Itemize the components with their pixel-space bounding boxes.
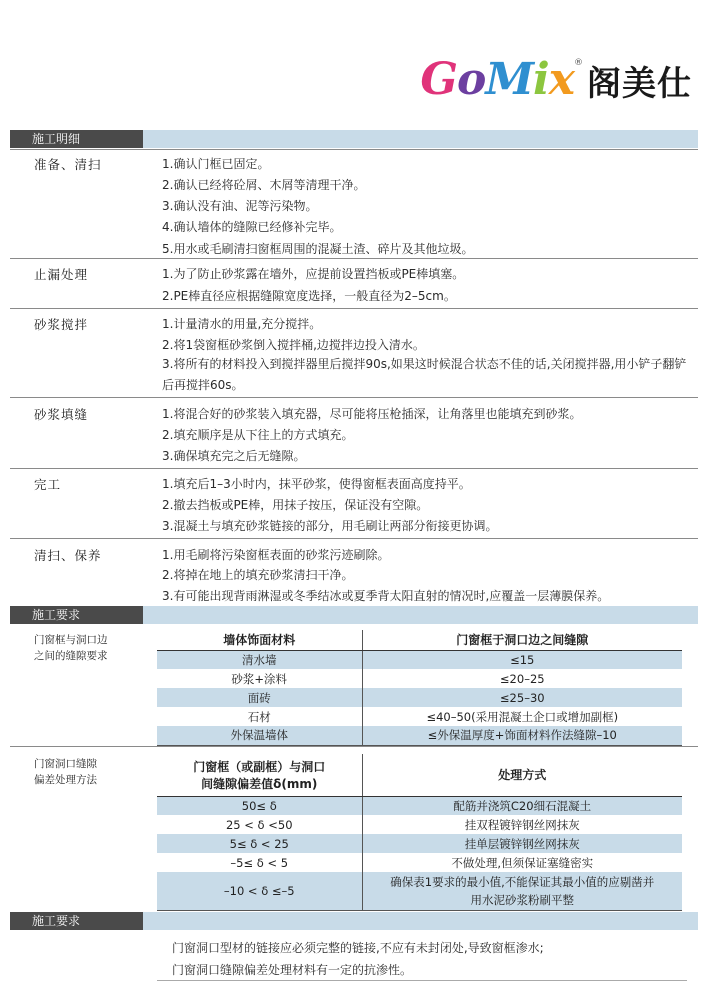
table-cell: 挂双程镀锌钢丝网抹灰 bbox=[362, 815, 682, 834]
table-cell: 外保温墙体 bbox=[157, 726, 362, 745]
label-line: 门窗框与洞口边 bbox=[34, 634, 108, 646]
list-item: 2.撤去挡板或PE棒，用抹子按压，保证没有空隙。 bbox=[162, 498, 429, 512]
table-row bbox=[157, 707, 682, 726]
section-title: 砂浆搅拌 bbox=[34, 317, 89, 332]
divider bbox=[10, 258, 698, 259]
list-item: 3.确保填充完之后无缝隙。 bbox=[162, 449, 306, 463]
label-line: 之间的缝隙要求 bbox=[34, 650, 108, 662]
divider bbox=[10, 149, 698, 150]
brand-logo bbox=[420, 52, 692, 108]
table-row bbox=[157, 872, 682, 910]
band-label: 施工要求 bbox=[10, 606, 143, 624]
list-item: 2.PE棒直径应根据缝隙宽度选择，一般直径为2–5cm。 bbox=[162, 289, 456, 303]
list-item: 1.计量清水的用量,充分搅拌。 bbox=[162, 317, 322, 331]
table-row bbox=[157, 815, 682, 834]
list-item: 1.用毛刷将污染窗框表面的砂浆污迹刷除。 bbox=[162, 548, 390, 562]
table-row bbox=[157, 669, 682, 688]
logo-letter: G bbox=[420, 54, 457, 105]
divider bbox=[10, 746, 698, 747]
table-cell: ≤40–50(采用混凝土企口或增加副框) bbox=[362, 707, 682, 726]
list-item: 1.填充后1–3小时内，抹平砂浆，使得窗框表面高度持平。 bbox=[162, 477, 471, 491]
table-cell: –10 < δ ≤–5 bbox=[157, 872, 362, 910]
table-cell: –5≤ δ < 5 bbox=[230, 855, 289, 870]
section-band-requirements-2 bbox=[10, 912, 698, 930]
list-item: 1.确认门框已固定。 bbox=[162, 157, 270, 171]
table-cell: ≤外保温厚度+饰面材料作法缝隙–10 bbox=[362, 726, 682, 745]
table-header-row bbox=[157, 630, 682, 650]
band-label: 施工明细 bbox=[10, 130, 143, 148]
label-line: 偏差处理方法 bbox=[34, 774, 97, 786]
list-item: 1.将混合好的砂浆装入填充器，尽可能将压枪插深，让角落里也能填充到砂浆。 bbox=[162, 407, 582, 421]
table-cell: 配筋并浇筑C20细石混凝土 bbox=[362, 796, 682, 815]
logo-letter: o bbox=[456, 54, 486, 105]
band-bar bbox=[143, 912, 698, 930]
table-header-cell: 墙体饰面材料 bbox=[157, 630, 362, 650]
band-bar bbox=[143, 130, 698, 148]
table-header-cell: 门窗框于洞口边之间缝隙 bbox=[362, 630, 682, 650]
table-row bbox=[157, 834, 682, 853]
table-row bbox=[157, 726, 682, 745]
list-item: 2.确认已经将砼屑、木屑等清理干净。 bbox=[162, 178, 366, 192]
table-header-cell bbox=[157, 754, 362, 796]
list-item: 2.将1袋窗框砂浆倒入搅拌桶,边搅拌边投入清水。 bbox=[162, 338, 425, 352]
table-cell: 砂浆+涂料 bbox=[231, 671, 288, 686]
gap-table bbox=[157, 630, 682, 746]
table-cell: 石材 bbox=[247, 709, 271, 724]
note-line: 门窗洞口缝隙偏差处理材料有一定的抗渗性。 bbox=[172, 963, 413, 977]
band-label: 施工要求 bbox=[10, 912, 143, 930]
section-title: 准备、清扫 bbox=[34, 157, 102, 172]
table-cell: ≤15 bbox=[362, 650, 682, 669]
header-line: 门窗框（或副框）与洞口 bbox=[193, 759, 326, 774]
list-item: 3.将所有的材料投入到搅拌器里后搅拌90s,如果这时候混合状态不佳的话,关闭搅拌器,用小铲子翻铲后再搅拌60s。 bbox=[162, 357, 687, 392]
list-item: 3.确认没有油、泥等污染物。 bbox=[162, 199, 318, 213]
list-item: 4.确认墙体的缝隙已经修补完毕。 bbox=[162, 220, 342, 234]
gap-table-label bbox=[34, 632, 108, 664]
divider bbox=[157, 980, 687, 981]
table-cell: 确保表1要求的最小值,不能保证其最小值的应剔凿并用水泥砂浆粉刷平整 bbox=[362, 872, 682, 910]
section-band-requirements bbox=[10, 606, 698, 624]
section-band-detail bbox=[10, 130, 698, 148]
list-item: 3.混凝土与填充砂浆链接的部分，用毛刷让两部分衔接更协调。 bbox=[162, 519, 498, 533]
list-item: 3.有可能出现背雨淋湿或冬季结冰或夏季背太阳直射的情况时,应覆盖一层薄膜保养。 bbox=[162, 589, 610, 603]
table-cell: 5≤ δ < 25 bbox=[157, 834, 362, 853]
divider bbox=[10, 538, 698, 539]
divider bbox=[10, 397, 698, 398]
table-row bbox=[157, 650, 682, 669]
logo-letter: x bbox=[548, 54, 574, 105]
table-cell: 25 < δ <50 bbox=[225, 817, 293, 832]
header-line: 间缝隙偏差值δ(mm) bbox=[201, 776, 318, 791]
divider bbox=[10, 468, 698, 469]
table-cell: 不做处理,但须保证塞缝密实 bbox=[362, 853, 682, 872]
section-title: 砂浆填缝 bbox=[34, 407, 89, 422]
table-cell: 清水墙 bbox=[157, 650, 362, 669]
brand-cn-name: 阁美仕 bbox=[587, 63, 692, 104]
table-cell: 50≤ δ bbox=[157, 796, 362, 815]
table-row bbox=[157, 688, 682, 707]
logo-wordmark bbox=[420, 54, 574, 105]
logo-letter: i bbox=[533, 54, 549, 105]
deviation-table-label bbox=[34, 756, 97, 788]
table-row bbox=[157, 853, 682, 872]
table-cell: ≤25–30 bbox=[362, 688, 682, 707]
list-item: 1.为了防止砂浆露在墙外，应提前设置挡板或PE棒填塞。 bbox=[162, 267, 465, 281]
table-cell: 挂单层镀锌钢丝网抹灰 bbox=[362, 834, 682, 853]
table-cell: ≤20–25 bbox=[362, 669, 682, 688]
note-line: 门窗洞口型材的链接应必须完整的链接,不应有未封闭处,导致窗框渗水; bbox=[172, 941, 544, 955]
band-bar bbox=[143, 606, 698, 624]
table-cell: 面砖 bbox=[157, 688, 362, 707]
list-item: 2.将掉在地上的填充砂浆清扫干净。 bbox=[162, 568, 354, 582]
section-title: 清扫、保养 bbox=[34, 548, 102, 563]
table-header-cell: 处理方式 bbox=[362, 754, 682, 796]
logo-letter: M bbox=[485, 54, 534, 105]
list-item: 5.用水或毛刷清扫窗框周围的混凝土渣、碎片及其他垃圾。 bbox=[162, 242, 474, 256]
registered-mark: ® bbox=[574, 58, 583, 68]
list-item: 2.填充顺序是从下往上的方式填充。 bbox=[162, 428, 354, 442]
section-title: 止漏处理 bbox=[34, 267, 89, 282]
table-header-row bbox=[157, 754, 682, 796]
divider bbox=[10, 308, 698, 309]
deviation-table bbox=[157, 754, 682, 911]
label-line: 门窗洞口缝隙 bbox=[34, 758, 97, 770]
table-row bbox=[157, 796, 682, 815]
section-title: 完工 bbox=[34, 477, 62, 492]
